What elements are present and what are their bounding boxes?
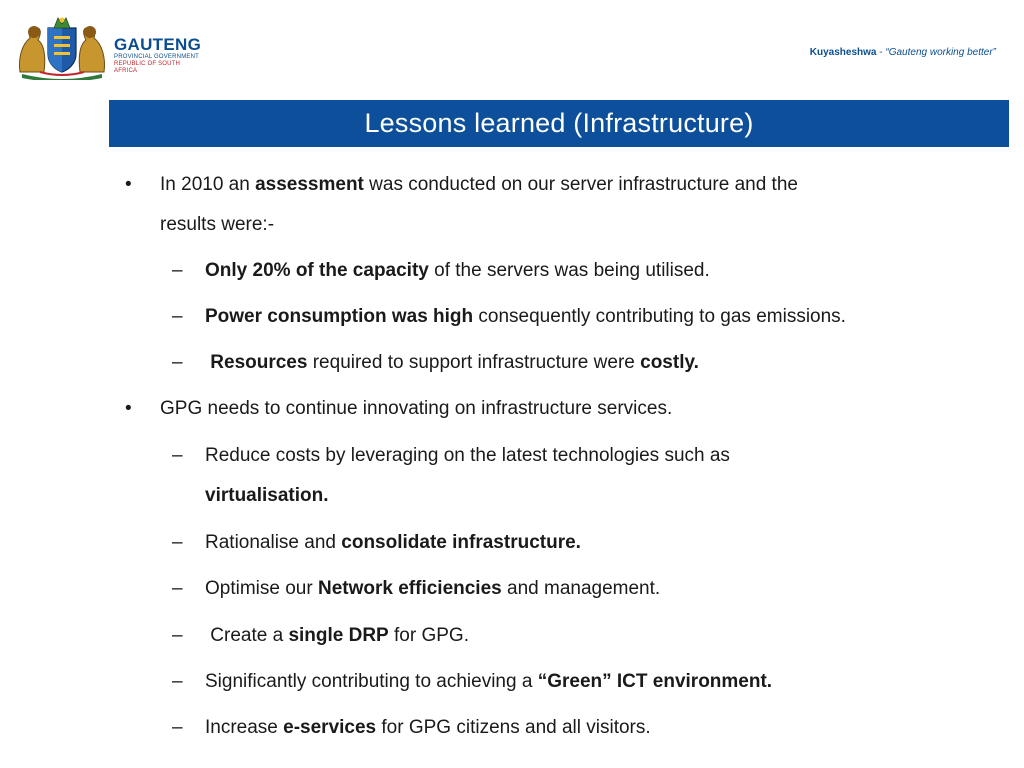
emphasis: Network efficiencies bbox=[317, 578, 502, 599]
dash-marker: – bbox=[172, 260, 183, 281]
dash-marker: – bbox=[172, 532, 183, 553]
logo-name: GAUTENG bbox=[114, 35, 202, 54]
text-run: Optimise our bbox=[205, 578, 318, 599]
sub-bullet-2-2 bbox=[205, 529, 581, 556]
sub-bullet-1-1 bbox=[205, 257, 710, 284]
text-run: consequently contributing to gas emissions. bbox=[473, 306, 846, 327]
bullet-1-line-2: results were:- bbox=[160, 214, 275, 235]
text-run: Increase bbox=[205, 717, 284, 738]
emphasis: “Green” ICT environment. bbox=[537, 671, 773, 692]
slide-title: Lessons learned (Infrastructure) bbox=[364, 108, 754, 138]
sub-bullet-1-2 bbox=[205, 303, 846, 330]
tagline-slogan: “Gauteng working better” bbox=[885, 47, 996, 58]
logo-subtitle: PROVINCIAL GOVERNMENT bbox=[114, 54, 199, 60]
text-run: required to support infrastructure were bbox=[307, 352, 641, 373]
text-run: of the servers was being utilised. bbox=[428, 260, 710, 281]
tagline-brand: Kuyasheshwa bbox=[809, 47, 877, 58]
emphasis: consolidate infrastructure. bbox=[341, 532, 581, 553]
dash-marker: – bbox=[172, 306, 183, 327]
logo-country: REPUBLIC OF SOUTH AFRICA bbox=[114, 61, 181, 74]
emphasis: single DRP bbox=[288, 625, 389, 646]
text-run: Significantly contributing to achieving a bbox=[205, 671, 538, 692]
dash-marker: – bbox=[172, 352, 183, 373]
text-run: was conducted on our server infrastructure and the bbox=[363, 174, 798, 195]
emphasis: Only 20% of the capacity bbox=[205, 260, 429, 281]
bullet-marker: • bbox=[125, 174, 132, 195]
emphasis: assessment bbox=[255, 174, 364, 195]
emphasis: e-services bbox=[283, 717, 377, 738]
dash-marker: – bbox=[172, 578, 183, 599]
dash-marker: – bbox=[172, 671, 183, 692]
tagline-separator: - bbox=[876, 47, 886, 58]
sub-bullet-2-4 bbox=[205, 622, 469, 649]
emphasis: Power consumption was high bbox=[205, 306, 474, 327]
text-run: In 2010 an bbox=[160, 174, 256, 195]
dash-marker: – bbox=[172, 445, 183, 466]
sub-bullet-2-6 bbox=[205, 714, 651, 741]
sub-bullet-2-1-line-1: Reduce costs by leveraging on the latest technologies such as bbox=[205, 445, 730, 466]
emphasis: costly. bbox=[640, 352, 699, 373]
sub-bullet-1-3 bbox=[205, 349, 699, 376]
text-run: and management. bbox=[501, 578, 661, 599]
text-run: Create a bbox=[205, 625, 289, 646]
dash-marker: – bbox=[172, 625, 183, 646]
text-run: for GPG. bbox=[388, 625, 469, 646]
text-run: Rationalise and bbox=[205, 532, 342, 553]
emphasis: Resources bbox=[210, 352, 308, 373]
bullet-2: GPG needs to continue innovating on infrastructure services. bbox=[160, 398, 673, 419]
emphasis: virtualisation. bbox=[205, 485, 329, 506]
dash-marker: – bbox=[172, 717, 183, 738]
bullet-1-line-1 bbox=[160, 171, 798, 198]
sub-bullet-2-3 bbox=[205, 575, 660, 602]
sub-bullet-2-1-line-2 bbox=[205, 482, 329, 509]
text-run: for GPG citizens and all visitors. bbox=[376, 717, 651, 738]
sub-bullet-2-5 bbox=[205, 668, 772, 695]
bullet-marker: • bbox=[125, 398, 132, 419]
